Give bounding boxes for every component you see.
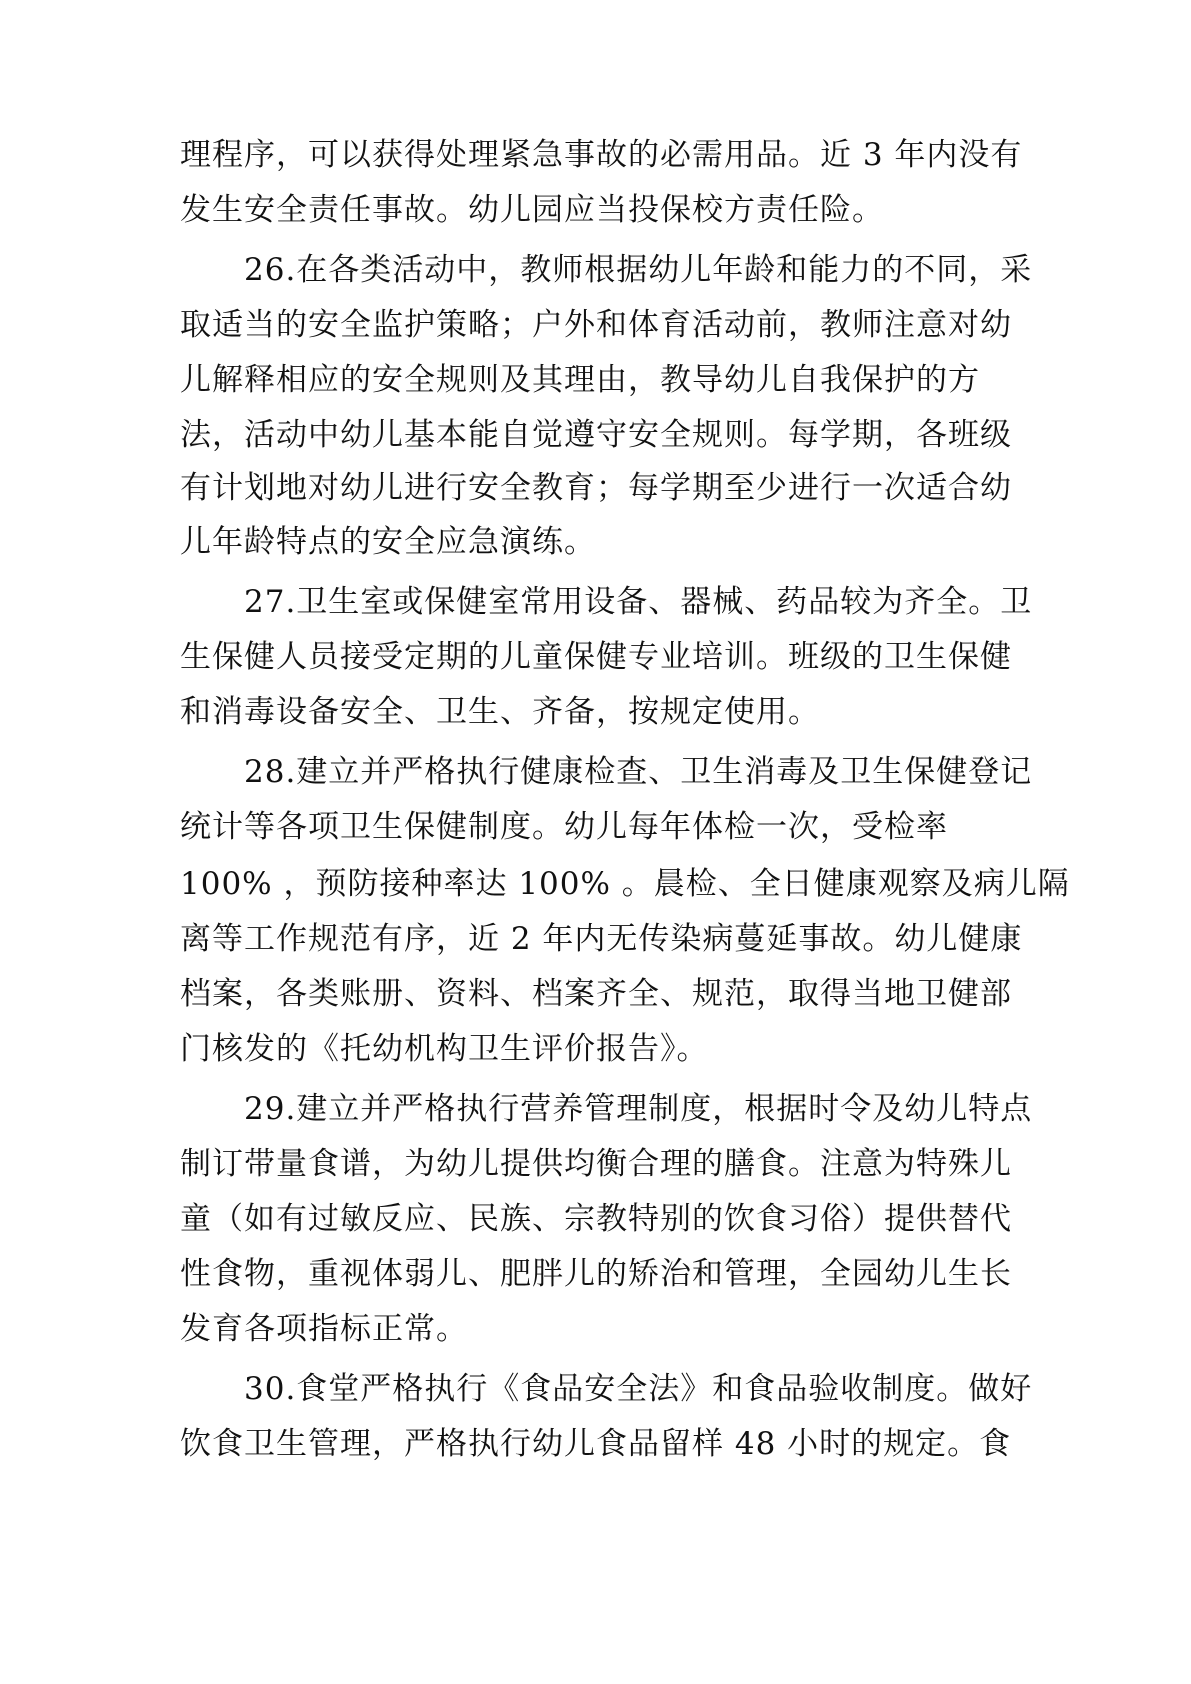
- text-line: 法，活动中幼儿基本能自觉遵守安全规则。每学期，各班级: [180, 417, 1012, 453]
- text-line: 制订带量食谱，为幼儿提供均衡合理的膳食。注意为特殊儿: [180, 1146, 1012, 1182]
- paragraph-28-start: 28.建立并严格执行健康检查、卫生消毒及卫生保健登记: [244, 754, 1033, 790]
- text-line: 有计划地对幼儿进行安全教育；每学期至少进行一次适合幼: [180, 470, 1012, 506]
- text-line: 饮食卫生管理，严格执行幼儿食品留样 48 小时的规定。食: [180, 1426, 1012, 1462]
- text-line: 门核发的《托幼机构卫生评价报告》。: [180, 1031, 709, 1067]
- text-line: 儿年龄特点的安全应急演练。: [180, 524, 596, 560]
- text-line: 取适当的安全监护策略；户外和体育活动前，教师注意对幼: [180, 307, 1012, 343]
- text-line: 统计等各项卫生保健制度。幼儿每年体检一次，受检率: [180, 809, 948, 845]
- paragraph-27-start: 27.卫生室或保健室常用设备、器械、药品较为齐全。卫: [244, 584, 1033, 620]
- text-line: 性食物，重视体弱儿、肥胖儿的矫治和管理，全园幼儿生长: [180, 1256, 1012, 1292]
- text-line: 100% ，预防接种率达 100% 。晨检、全日健康观察及病儿隔: [180, 866, 1070, 902]
- text-line: 童（如有过敏反应、民族、宗教特别的饮食习俗）提供替代: [180, 1201, 1012, 1237]
- text-line: 离等工作规范有序，近 2 年内无传染病蔓延事故。幼儿健康: [180, 921, 1023, 957]
- paragraph-26-start: 26.在各类活动中，教师根据幼儿年龄和能力的不同，采: [244, 252, 1033, 288]
- text-line: 发生安全责任事故。幼儿园应当投保校方责任险。: [180, 192, 884, 228]
- text-line: 儿解释相应的安全规则及其理由，教导幼儿自我保护的方: [180, 362, 980, 398]
- paragraph-29-start: 29.建立并严格执行营养管理制度，根据时令及幼儿特点: [244, 1091, 1033, 1127]
- text-line: 发育各项指标正常。: [180, 1311, 468, 1347]
- text-line: 档案，各类账册、资料、档案齐全、规范，取得当地卫健部: [180, 976, 1012, 1012]
- text-line: 和消毒设备安全、卫生、齐备，按规定使用。: [180, 694, 820, 730]
- text-line: 生保健人员接受定期的儿童保健专业培训。班级的卫生保健: [180, 639, 1012, 675]
- text-line: 理程序，可以获得处理紧急事故的必需用品。近 3 年内没有: [180, 137, 1023, 173]
- paragraph-30-start: 30.食堂严格执行《食品安全法》和食品验收制度。做好: [244, 1371, 1033, 1407]
